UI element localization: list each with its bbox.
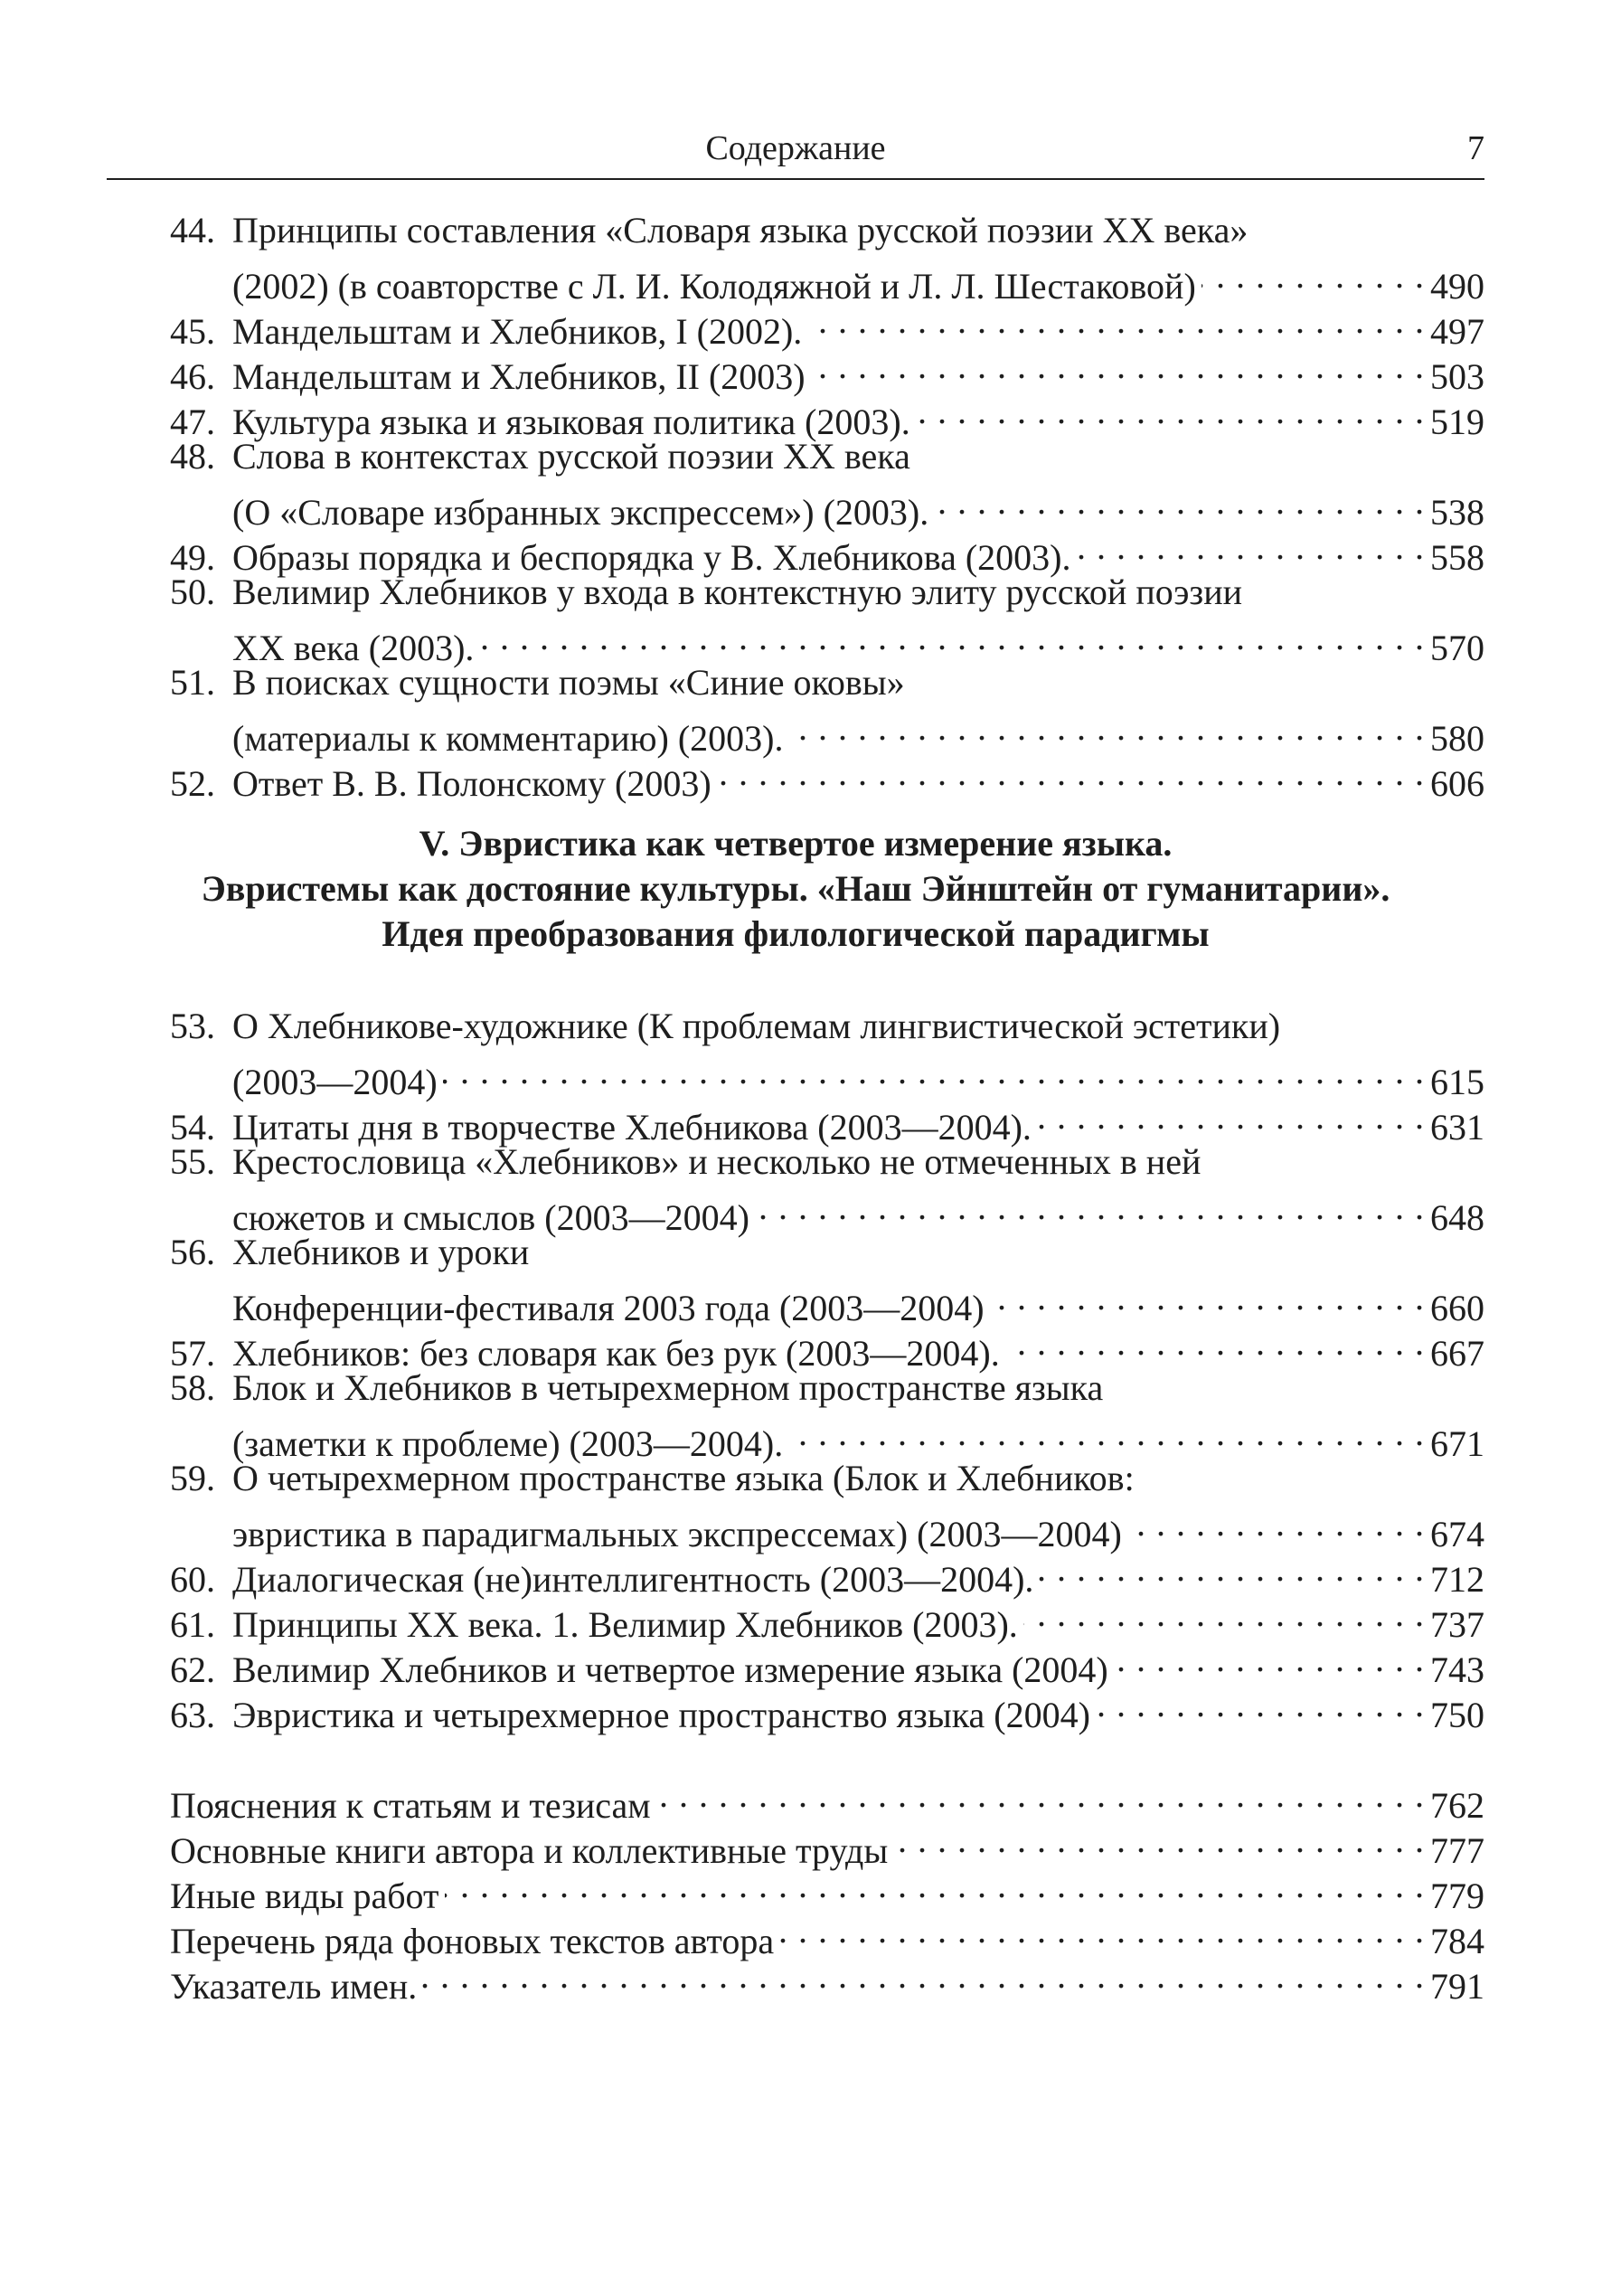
- entry-number: 54.: [170, 1107, 215, 1148]
- entry-title: Диалогическая (не)интеллигентность (2003—2004).: [232, 1559, 1034, 1600]
- running-head: [107, 125, 1484, 172]
- toc-entry-line: [170, 389, 1484, 442]
- toc-entry-line: [170, 1411, 1484, 1464]
- entry-title: Эвристика и четырехмерное пространство языка (2004): [232, 1695, 1090, 1735]
- toc-entry-line: [170, 1139, 1484, 1185]
- dot-leader: [445, 1863, 1426, 1908]
- toc-entry-line: [170, 705, 1484, 759]
- entry-title: Мандельштам и Хлебников, II (2003): [232, 356, 806, 397]
- entry-number: 60.: [170, 1559, 215, 1600]
- dot-leader: [755, 1185, 1425, 1230]
- entry-page-number: 580: [1430, 718, 1484, 759]
- toc-entry-line: [170, 344, 1484, 397]
- toc-entry-line: [170, 570, 1484, 615]
- toc-entry-line: [170, 1094, 1484, 1148]
- dot-leader: [443, 1049, 1425, 1094]
- header-rule: [107, 178, 1484, 180]
- entry-number: 44.: [170, 210, 215, 250]
- entry-page-number: 648: [1430, 1197, 1484, 1238]
- dot-leader: [1114, 1637, 1425, 1682]
- entry-title: (2003—2004): [232, 1062, 438, 1102]
- toc-entry-line: [170, 1501, 1484, 1554]
- toc-entry-line: [170, 660, 1484, 705]
- entry-title: Иные виды работ: [170, 1876, 439, 1916]
- entry-title: Образы порядка и беспорядка у В. Хлебникова (2003).: [232, 537, 1071, 578]
- entry-title: Принципы составления «Словаря языка русской поэзии XX века»: [232, 210, 1249, 250]
- toc-entry-line: [170, 1546, 1484, 1600]
- entry-title: Основные книги автора и коллективные труды: [170, 1830, 889, 1871]
- entry-title: Ответ В. В. Полонскому (2003): [232, 763, 711, 804]
- entry-number: 59.: [170, 1458, 215, 1498]
- section-heading-line: Идея преобразования филологической парадигмы: [382, 913, 1210, 954]
- page-number: 7: [1467, 129, 1484, 167]
- entry-number: 50.: [170, 572, 215, 612]
- entry-page-number: 667: [1430, 1333, 1484, 1374]
- entry-page-number: 762: [1430, 1785, 1484, 1826]
- entry-number: 45.: [170, 311, 215, 352]
- dot-leader: [717, 751, 1425, 796]
- toc-entry-line: [170, 208, 1484, 253]
- entry-title: Хлебников и уроки: [232, 1232, 530, 1272]
- entry-number: 57.: [170, 1333, 215, 1374]
- dot-leader: [779, 1908, 1425, 1953]
- toc-entry-line: [170, 1320, 1484, 1374]
- entry-number: 63.: [170, 1695, 215, 1735]
- entry-page-number: 503: [1430, 356, 1484, 397]
- entry-title: сюжетов и смыслов (2003—2004): [232, 1197, 749, 1238]
- entry-number: 55.: [170, 1141, 215, 1182]
- dot-leader: [1202, 253, 1425, 298]
- dot-leader: [811, 344, 1425, 389]
- entry-page-number: 497: [1430, 311, 1484, 352]
- entry-title: Крестословица «Хлебников» и несколько не отмеченных в ней: [232, 1141, 1202, 1182]
- entry-page-number: 660: [1430, 1288, 1484, 1328]
- entry-title: (2002) (в соавторстве с Л. И. Колодяжной и Л. Л. Шестаковой): [232, 266, 1196, 307]
- entry-page-number: 538: [1430, 492, 1484, 533]
- entry-page-number: 779: [1430, 1876, 1484, 1916]
- entry-page-number: 712: [1430, 1559, 1484, 1600]
- entry-number: 49.: [170, 537, 215, 578]
- toc-entry-line: [170, 1456, 1484, 1501]
- dot-leader: [1005, 1320, 1425, 1365]
- dot-leader: [1023, 1592, 1425, 1637]
- entry-title: Велимир Хлебников у входа в контекстную элиту русской поэзии: [232, 572, 1243, 612]
- entry-page-number: 570: [1430, 628, 1484, 668]
- toc-entry-line: [170, 1230, 1484, 1275]
- dot-leader: [916, 389, 1425, 434]
- entry-number: 48.: [170, 436, 215, 477]
- running-head-title: Содержание: [705, 129, 886, 167]
- entry-title: (О «Словаре избранных экспрессем») (2003).: [232, 492, 929, 533]
- entry-title: Блок и Хлебников в четырехмерном пространстве языка: [232, 1367, 1104, 1408]
- entry-title: Культура языка и языковая политика (2003).: [232, 402, 910, 442]
- section-heading: [107, 821, 1484, 957]
- entry-page-number: 674: [1430, 1514, 1484, 1554]
- dot-leader: [789, 705, 1426, 751]
- dot-leader: [422, 1953, 1425, 1998]
- dot-leader: [1096, 1682, 1425, 1727]
- entry-page-number: 750: [1430, 1695, 1484, 1735]
- entry-page-number: 743: [1430, 1649, 1484, 1690]
- toc-entry-line: [170, 1908, 1484, 1961]
- entry-number: 61.: [170, 1604, 215, 1645]
- entry-page-number: 784: [1430, 1921, 1484, 1961]
- toc-entry-line: [170, 615, 1484, 668]
- entry-page-number: 791: [1430, 1966, 1484, 2007]
- toc-entry-line: [170, 298, 1484, 352]
- dot-leader: [1037, 1094, 1425, 1139]
- toc-entry-line: [170, 479, 1484, 533]
- entry-title: Принципы XX века. 1. Велимир Хлебников (2003).: [232, 1604, 1018, 1645]
- entry-page-number: 558: [1430, 537, 1484, 578]
- entry-number: 53.: [170, 1006, 215, 1046]
- entry-title: Конференции-фестиваля 2003 года (2003—2004): [232, 1288, 985, 1328]
- entry-title: Указатель имен.: [170, 1966, 418, 2007]
- section-heading-line: Эвристемы как достояние культуры. «Наш Эйнштейн от гуманитарии».: [201, 868, 1390, 909]
- entry-title: Велимир Хлебников и четвертое измерение языка (2004): [232, 1649, 1108, 1690]
- toc-entry-line: [170, 1049, 1484, 1102]
- entry-number: 52.: [170, 763, 215, 804]
- toc-entry-line: [170, 1772, 1484, 1826]
- entry-page-number: 615: [1430, 1062, 1484, 1102]
- toc-entry-line: [170, 253, 1484, 307]
- entry-title: Цитаты дня в творчестве Хлебникова (2003—2004).: [232, 1107, 1032, 1148]
- entry-page-number: 671: [1430, 1423, 1484, 1464]
- toc-entry-line: [170, 751, 1484, 804]
- section-heading-line: V. Эвристика как четвертое измерение языка.: [419, 823, 1173, 864]
- entry-number: 46.: [170, 356, 215, 397]
- entry-title: В поисках сущности поэмы «Синие оковы»: [232, 662, 905, 703]
- toc-entry-line: [170, 1818, 1484, 1871]
- toc-entry-line: [170, 1365, 1484, 1411]
- dot-leader: [990, 1275, 1425, 1320]
- entry-page-number: 490: [1430, 266, 1484, 307]
- entry-number: 58.: [170, 1367, 215, 1408]
- entry-page-number: 777: [1430, 1830, 1484, 1871]
- entry-title: эвристика в парадигмальных экспрессемах) (2003—2004): [232, 1514, 1122, 1554]
- toc-entry-line: [170, 1185, 1484, 1238]
- toc-entry-line: [170, 1275, 1484, 1328]
- entry-page-number: 519: [1430, 402, 1484, 442]
- toc-entry-line: [170, 1682, 1484, 1735]
- entry-title: (материалы к комментарию) (2003).: [232, 718, 784, 759]
- dot-leader: [807, 298, 1425, 344]
- entry-number: 51.: [170, 662, 215, 703]
- toc-entry-line: [170, 1592, 1484, 1645]
- entry-number: 47.: [170, 402, 215, 442]
- entry-page-number: 737: [1430, 1604, 1484, 1645]
- dot-leader: [479, 615, 1425, 660]
- dot-leader: [656, 1772, 1425, 1818]
- entry-title: О четырехмерном пространстве языка (Блок и Хлебников:: [232, 1458, 1135, 1498]
- entry-page-number: 606: [1430, 763, 1484, 804]
- entry-title: Слова в контекстах русской поэзии XX века: [232, 436, 910, 477]
- dot-leader: [934, 479, 1425, 524]
- entry-page-number: 631: [1430, 1107, 1484, 1148]
- toc-entry-line: [170, 434, 1484, 479]
- toc-entry-line: [170, 1004, 1484, 1049]
- entry-title: Перечень ряда фоновых текстов автора: [170, 1921, 775, 1961]
- entry-title: О Хлебникове-художнике (К проблемам лингвистической эстетики): [232, 1006, 1281, 1046]
- toc-entry-line: [170, 1863, 1484, 1916]
- dot-leader: [1039, 1546, 1425, 1592]
- toc-entry-line: [170, 1953, 1484, 2007]
- entry-title: Мандельштам и Хлебников, I (2002).: [232, 311, 803, 352]
- dot-leader: [1076, 524, 1425, 570]
- entry-number: 56.: [170, 1232, 215, 1272]
- dot-leader: [1127, 1501, 1425, 1546]
- entry-number: 62.: [170, 1649, 215, 1690]
- toc-entry-line: [170, 1637, 1484, 1690]
- entry-title: Хлебников: без словаря как без рук (2003—2004).: [232, 1333, 1000, 1374]
- entry-title: (заметки к проблеме) (2003—2004).: [232, 1423, 784, 1464]
- entry-title: XX века (2003).: [232, 628, 475, 668]
- dot-leader: [893, 1818, 1425, 1863]
- entry-title: Пояснения к статьям и тезисам: [170, 1785, 651, 1826]
- toc-entry-line: [170, 524, 1484, 578]
- dot-leader: [788, 1411, 1425, 1456]
